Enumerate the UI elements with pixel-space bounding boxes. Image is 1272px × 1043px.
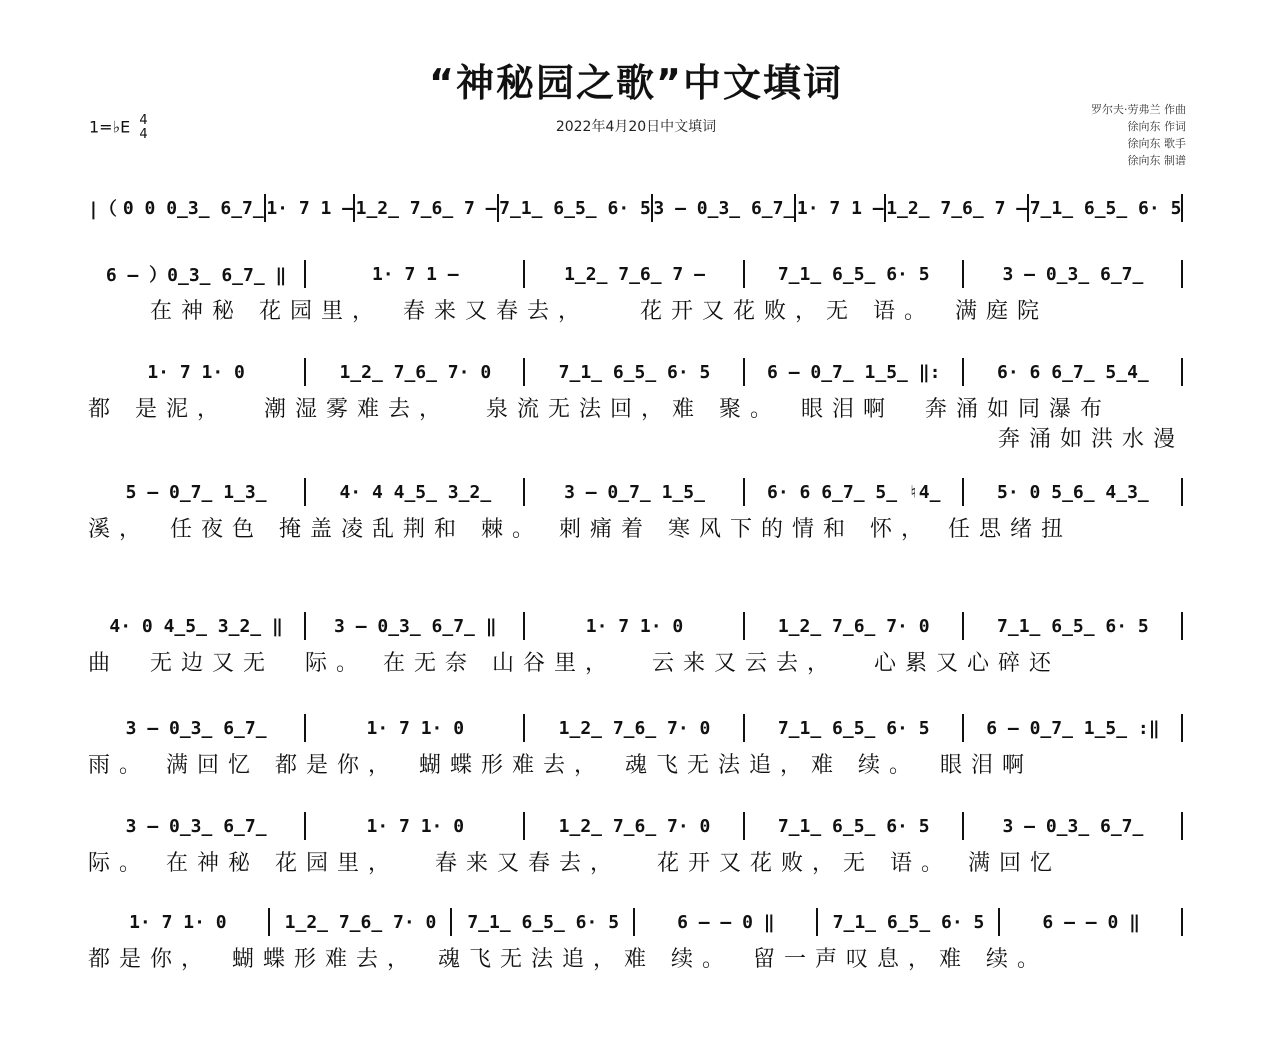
bar-line [1181, 908, 1184, 936]
lyrics-line-2: 奔涌如洪水漫 [997, 427, 1184, 452]
measure: 4· 4 4̲5̲ 3̲2̲ [339, 481, 492, 503]
measure: 4· 0 4̲5̲ 3̲2̲ ‖ [109, 615, 283, 637]
score-subtitle: 2022年4月20日中文填词 [555, 119, 717, 135]
measure: 7̲1̲ 6̲5̲ 6· 5 [777, 815, 930, 837]
score-row [88, 810, 1184, 910]
measure: 6 – – 0 ‖ [1042, 911, 1140, 933]
time-signature [139, 114, 147, 142]
measure: 7̲1̲ 6̲5̲ 6· 5 [467, 911, 620, 933]
measure: 7̲1̲ 6̲5̲ 6· 5 [1029, 197, 1182, 219]
bar-line [1181, 714, 1184, 742]
lyrics-line: 溪， 任夜色 掩盖凌乱荆和 棘。 刺痛着 寒风下的情和 怀， 任思绪扭 [88, 517, 1072, 542]
measure: 1· 7 1· 0 [147, 361, 245, 383]
measure: 7̲1̲ 6̲5̲ 6· 5 [832, 911, 985, 933]
time-bottom: 4 [139, 127, 148, 142]
lyrics-line: 际。 在神秘 花园里， 春来又春去， 花开又花败，无 语。 满回忆 [88, 851, 1061, 876]
measure: 1̲2̲ 7̲6̲ 7· 0 [777, 615, 930, 637]
lyrics-line: 在神秘 花园里， 春来又春去， 花开又花败，无 语。 满庭院 [88, 299, 1048, 324]
measure: 3 – 0̲3̲ 6̲7̲ [1002, 815, 1144, 837]
measure: 1· 7 1 – [266, 197, 354, 219]
lyrics-line: 都是你， 蝴蝶形难去， 魂飞无法追，难 续。 留一声叹息，难 续。 [88, 947, 1048, 972]
notes-line [88, 356, 1184, 388]
lyrics-line: 曲 无边又无 际。 在无奈 山谷里， 云来又云去， 心累又心碎还 [88, 651, 1060, 676]
measure: 1· 7 1· 0 [366, 815, 465, 837]
score-row [88, 356, 1184, 456]
notes-line [88, 712, 1184, 744]
measure: 1̲2̲ 7̲6̲ 7· 0 [558, 717, 711, 739]
credit-composer: 罗尔夫·劳弗兰 作曲 [1091, 103, 1186, 116]
measure: 5 – 0̲7̲ 1̲3̲ [125, 481, 267, 503]
measure: 1̲2̲ 7̲6̲ 7 – [886, 197, 1028, 219]
credit-lyricist: 徐向东 作词 [1127, 120, 1186, 133]
measure: 1̲2̲ 7̲6̲ 7 – [355, 197, 497, 219]
notes-line [88, 906, 1184, 938]
measure: 1̲2̲ 7̲6̲ 7· 0 [284, 911, 437, 933]
measure: 7̲1̲ 6̲5̲ 6· 5 [558, 361, 711, 383]
score-row [88, 610, 1184, 710]
measure: 1· 7 1 – [371, 263, 459, 285]
score-row [88, 476, 1184, 576]
measure: 3 – 0̲3̲ 6̲7̲ [125, 815, 267, 837]
bar-line [1181, 612, 1184, 640]
key-signature [89, 114, 148, 142]
measure: 1̲2̲ 7̲6̲ 7· 0 [558, 815, 711, 837]
credits [1091, 101, 1186, 169]
measure: 1̲2̲ 7̲6̲ 7· 0 [339, 361, 492, 383]
notes-line [88, 810, 1184, 842]
notes-line [88, 610, 1184, 642]
row-lead: |（ [88, 199, 117, 220]
measure: 1· 7 1 – [796, 197, 884, 219]
time-top: 4 [139, 113, 148, 128]
notes-line [88, 476, 1184, 508]
bar-line [1181, 812, 1184, 840]
measure: 6 – 0̲7̲ 1̲5̲ :‖ [986, 717, 1160, 739]
measure: 7̲1̲ 6̲5̲ 6· 5 [777, 717, 930, 739]
measure: 1· 7 1· 0 [366, 717, 465, 739]
measure: 1̲2̲ 7̲6̲ 7 – [564, 263, 705, 285]
measure: 3 – 0̲3̲ 6̲7̲ [125, 717, 267, 739]
lyrics-line: 雨。 满回忆 都是你， 蝴蝶形难去， 魂飞无法追，难 续。 眼泪啊 [88, 753, 1033, 778]
measure: 6 – ）0̲3̲ 6̲7̲ ‖ [105, 265, 287, 286]
measure: 6· 6 6̲7̲ 5̲ ♮4̲ [767, 481, 941, 503]
measure: 7̲1̲ 6̲5̲ 6· 5 [997, 615, 1149, 637]
credit-transcriber: 徐向东 制谱 [1127, 154, 1186, 167]
credit-singer: 徐向东 歌手 [1127, 137, 1186, 150]
measure: 7̲1̲ 6̲5̲ 6· 5 [777, 263, 930, 285]
score-row [88, 258, 1184, 358]
measure: 7̲1̲ 6̲5̲ 6· 5 [499, 197, 651, 219]
measure: 5· 0 5̲6̲ 4̲3̲ [997, 481, 1149, 503]
key-label: 1=♭E [89, 117, 131, 137]
score-title: “神秘园之歌”中文填词 [429, 61, 843, 105]
bar-line [1181, 478, 1184, 506]
score-row [88, 906, 1184, 1006]
bar-line [1181, 194, 1184, 222]
measure: 3 – 0̲7̲ 1̲5̲ [564, 481, 705, 503]
measure: 6· 6 6̲7̲ 5̲4̲ [997, 361, 1149, 383]
measure: 0 0 0̲3̲ 6̲7̲ [122, 197, 264, 219]
measure: 3 – 0̲3̲ 6̲7̲ [653, 197, 795, 219]
lyrics-line: 都 是泥， 潮湿雾难去， 泉流无法回，难 聚。 眼泪啊 奔涌如同瀑布 [88, 397, 1111, 422]
measure: 6 – – 0 ‖ [677, 911, 775, 933]
notes-line [88, 258, 1184, 290]
measure: 3 – 0̲3̲ 6̲7̲ ‖ [334, 615, 497, 637]
score-row [88, 712, 1184, 812]
bar-line [1181, 358, 1184, 386]
bar-line [1181, 260, 1184, 288]
measure: 1· 7 1· 0 [129, 911, 227, 933]
measure: 6 – 0̲7̲ 1̲5̲ ‖: [767, 361, 941, 383]
measure: 3 – 0̲3̲ 6̲7̲ [1002, 263, 1144, 285]
measure: 1· 7 1· 0 [585, 615, 684, 637]
notes-line [88, 192, 1184, 224]
